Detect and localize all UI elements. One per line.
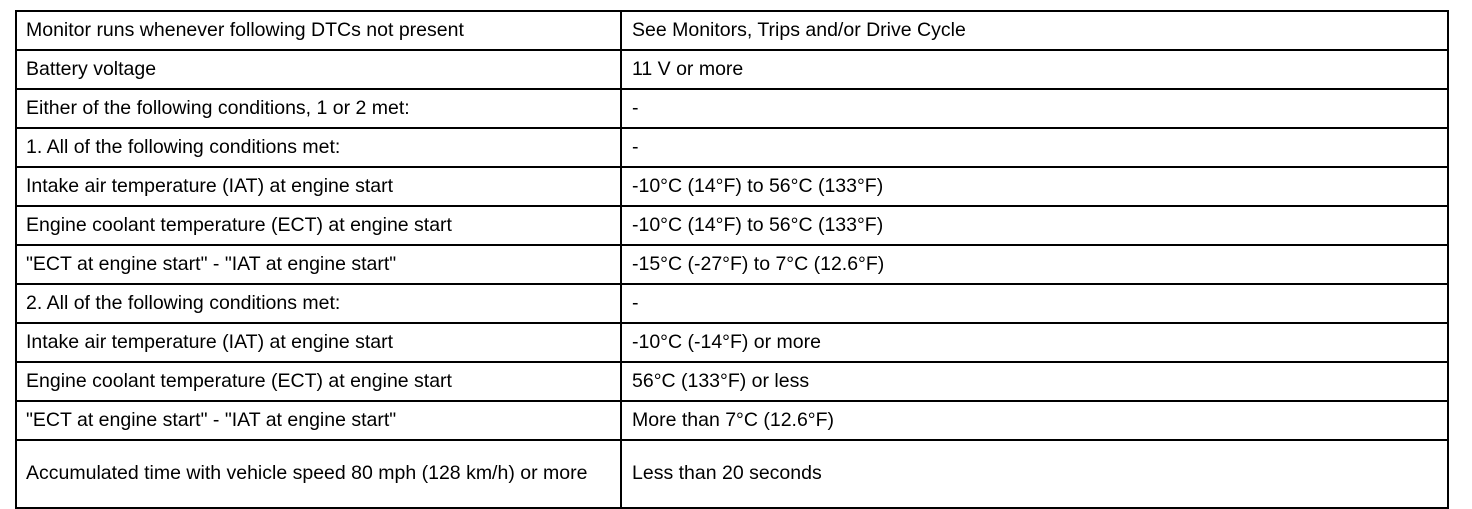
table-row [16, 323, 1448, 362]
table-row [16, 440, 1448, 508]
condition-cell: Intake air temperature (IAT) at engine start [16, 323, 621, 362]
condition-cell: Accumulated time with vehicle speed 80 mph (128 km/h) or more [16, 440, 621, 508]
table-row [16, 245, 1448, 284]
value-cell: 11 V or more [621, 50, 1448, 89]
condition-cell: Intake air temperature (IAT) at engine start [16, 167, 621, 206]
table-row [16, 89, 1448, 128]
table-row [16, 284, 1448, 323]
value-cell: See Monitors, Trips and/or Drive Cycle [621, 11, 1448, 50]
table-row [16, 401, 1448, 440]
condition-cell: 1. All of the following conditions met: [16, 128, 621, 167]
condition-cell: Engine coolant temperature (ECT) at engine start [16, 206, 621, 245]
condition-cell: 2. All of the following conditions met: [16, 284, 621, 323]
condition-cell: "ECT at engine start" - "IAT at engine start" [16, 401, 621, 440]
value-cell: More than 7°C (12.6°F) [621, 401, 1448, 440]
value-cell: -10°C (14°F) to 56°C (133°F) [621, 167, 1448, 206]
condition-cell: Engine coolant temperature (ECT) at engine start [16, 362, 621, 401]
value-cell: - [621, 128, 1448, 167]
value-cell: -10°C (14°F) to 56°C (133°F) [621, 206, 1448, 245]
value-cell: 56°C (133°F) or less [621, 362, 1448, 401]
condition-cell: Either of the following conditions, 1 or 2 met: [16, 89, 621, 128]
table-row [16, 206, 1448, 245]
value-cell: - [621, 284, 1448, 323]
table-row [16, 11, 1448, 50]
condition-cell: Monitor runs whenever following DTCs not present [16, 11, 621, 50]
value-cell: -10°C (-14°F) or more [621, 323, 1448, 362]
table-row [16, 362, 1448, 401]
table-row [16, 128, 1448, 167]
monitor-conditions-table [15, 10, 1449, 509]
table-row [16, 50, 1448, 89]
value-cell: Less than 20 seconds [621, 440, 1448, 508]
condition-cell: "ECT at engine start" - "IAT at engine start" [16, 245, 621, 284]
condition-cell: Battery voltage [16, 50, 621, 89]
table-row [16, 167, 1448, 206]
value-cell: -15°C (-27°F) to 7°C (12.6°F) [621, 245, 1448, 284]
value-cell: - [621, 89, 1448, 128]
